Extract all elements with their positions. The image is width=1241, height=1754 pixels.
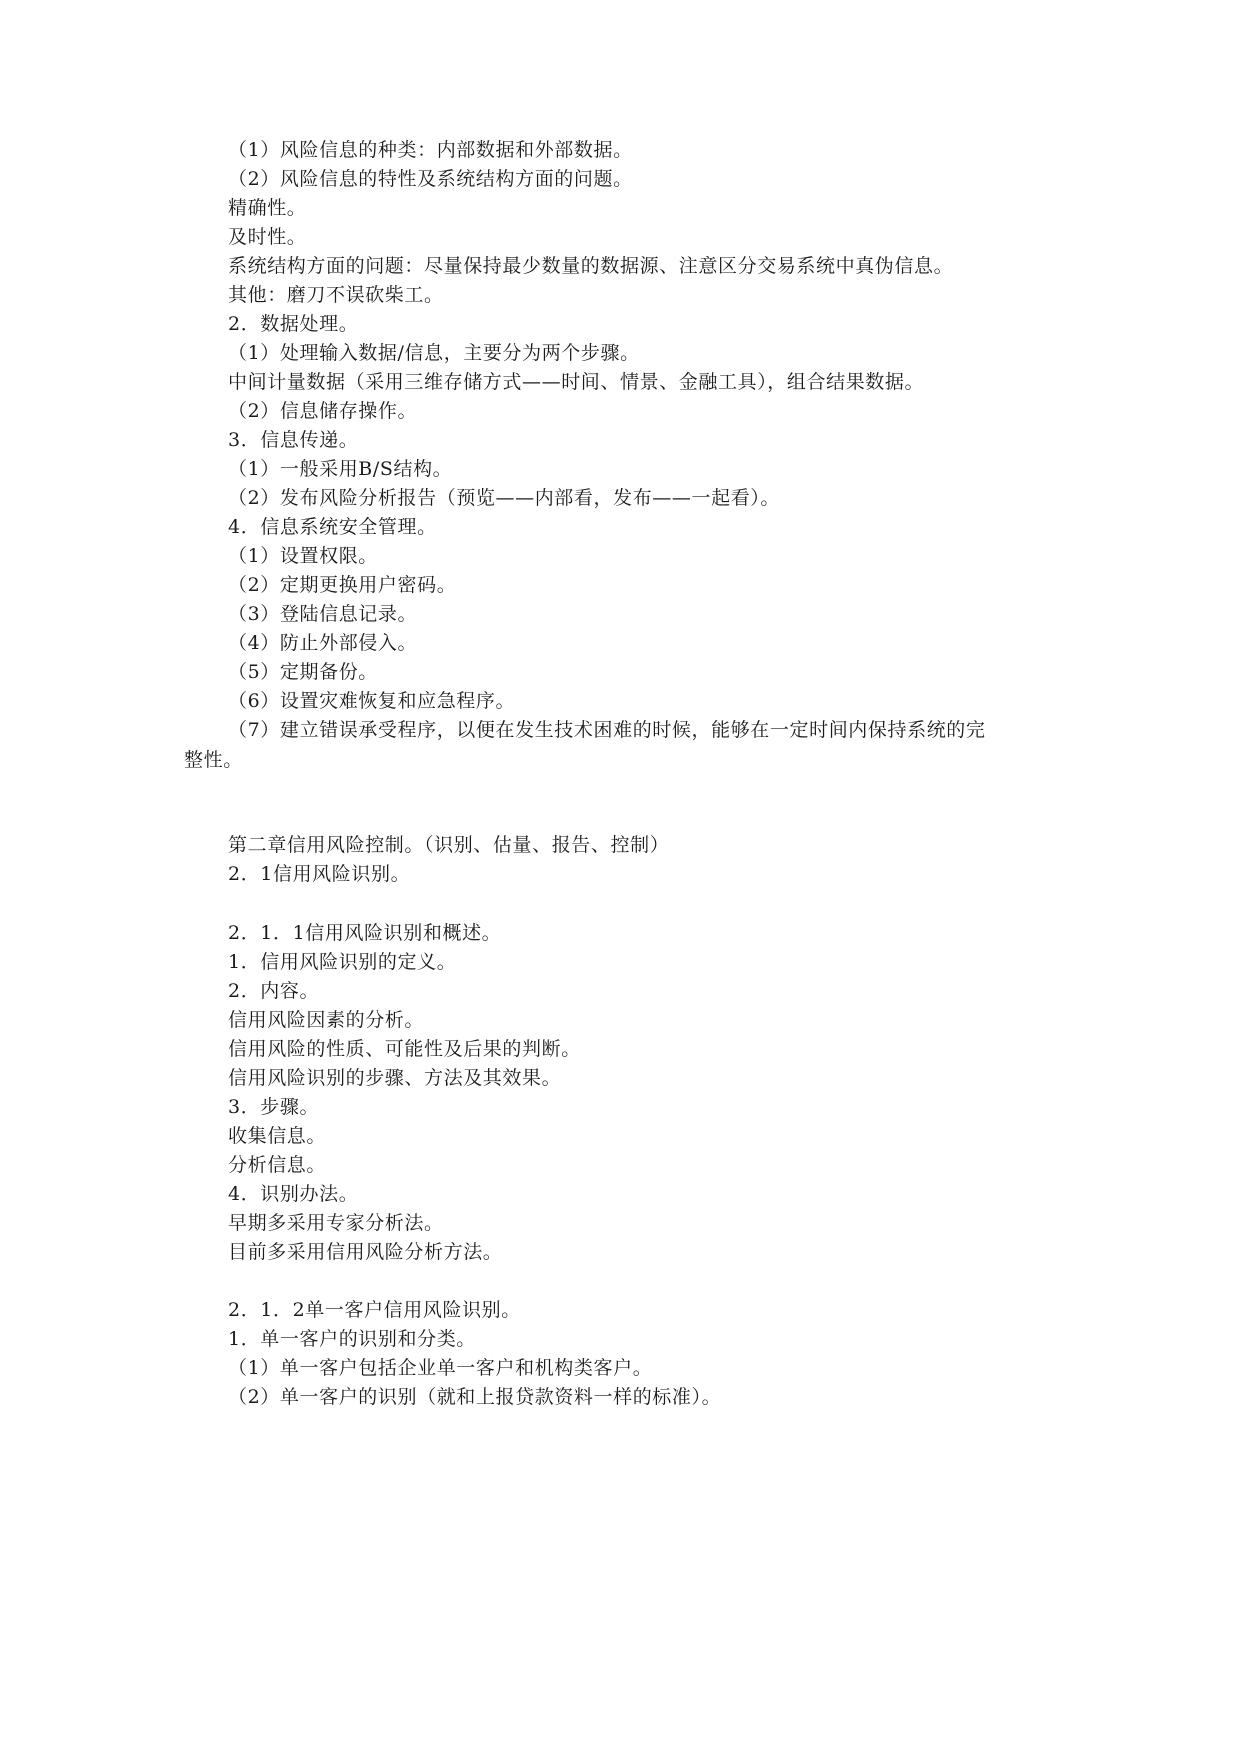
subsection-heading: 2．1．2单一客户信用风险识别。 [228,1299,521,1321]
chapter-heading: 第二章信用风险控制。（识别、估量、报告、控制） [228,834,670,856]
text-line: 1．信用风险识别的定义。 [228,951,457,973]
text-line: （1）设置权限。 [228,545,378,567]
text-line: （2）定期更换用户密码。 [228,574,457,596]
subsection-heading: 2．1．1信用风险识别和概述。 [228,922,502,944]
text-line: 中间计量数据（采用三维存储方式——时间、情景、金融工具），组合结果数据。 [228,371,925,393]
text-line: （7）建立错误承受程序，以便在发生技术困难的时候，能够在一定时间内保持系统的完 [228,719,986,741]
text-line: 信用风险识别的步骤、方法及其效果。 [228,1067,562,1089]
text-line: 收集信息。 [228,1125,327,1147]
text-line: 信用风险因素的分析。 [228,1009,425,1031]
text-line: 及时性。 [228,226,307,248]
text-line: （6）设置灾难恢复和应急程序。 [228,690,516,712]
text-line: 1．单一客户的识别和分类。 [228,1328,476,1350]
text-line: 3．步骤。 [228,1096,320,1118]
text-line: （2）信息储存操作。 [228,400,418,422]
text-line: 2．数据处理。 [228,313,359,335]
text-line: 2．内容。 [228,980,320,1002]
text-line: 信用风险的性质、可能性及后果的判断。 [228,1038,581,1060]
text-line: 早期多采用专家分析法。 [228,1212,444,1234]
text-line: 目前多采用信用风险分析方法。 [228,1241,503,1263]
text-line: （1）处理输入数据/信息，主要分为两个步骤。 [228,342,640,364]
text-line: 整性。 [184,749,243,771]
text-line: 4．信息系统安全管理。 [228,516,437,538]
text-line: （2）发布风险分析报告（预览——内部看，发布——一起看）。 [228,487,780,509]
text-line: （2）风险信息的特性及系统结构方面的问题。 [228,168,633,190]
text-line: （3）登陆信息记录。 [228,603,418,625]
text-line: 系统结构方面的问题：尽量保持最少数量的数据源、注意区分交易系统中真伪信息。 [228,255,954,277]
text-line: （4）防止外部侵入。 [228,632,418,654]
text-line: 其他：磨刀不误砍柴工。 [228,284,444,306]
text-line: 4．识别办法。 [228,1183,359,1205]
text-line: （1）单一客户包括企业单一客户和机构类客户。 [228,1357,653,1379]
section-heading: 2．1信用风险识别。 [228,863,411,885]
text-line: （5）定期备份。 [228,661,378,683]
text-line: 分析信息。 [228,1154,327,1176]
text-line: （1）风险信息的种类：内部数据和外部数据。 [228,139,633,161]
text-line: （2）单一客户的识别（就和上报贷款资料一样的标准）。 [228,1386,722,1408]
text-line: （1）一般采用B/S结构。 [228,458,453,480]
text-line: 3．信息传递。 [228,429,359,451]
text-line: 精确性。 [228,197,307,219]
